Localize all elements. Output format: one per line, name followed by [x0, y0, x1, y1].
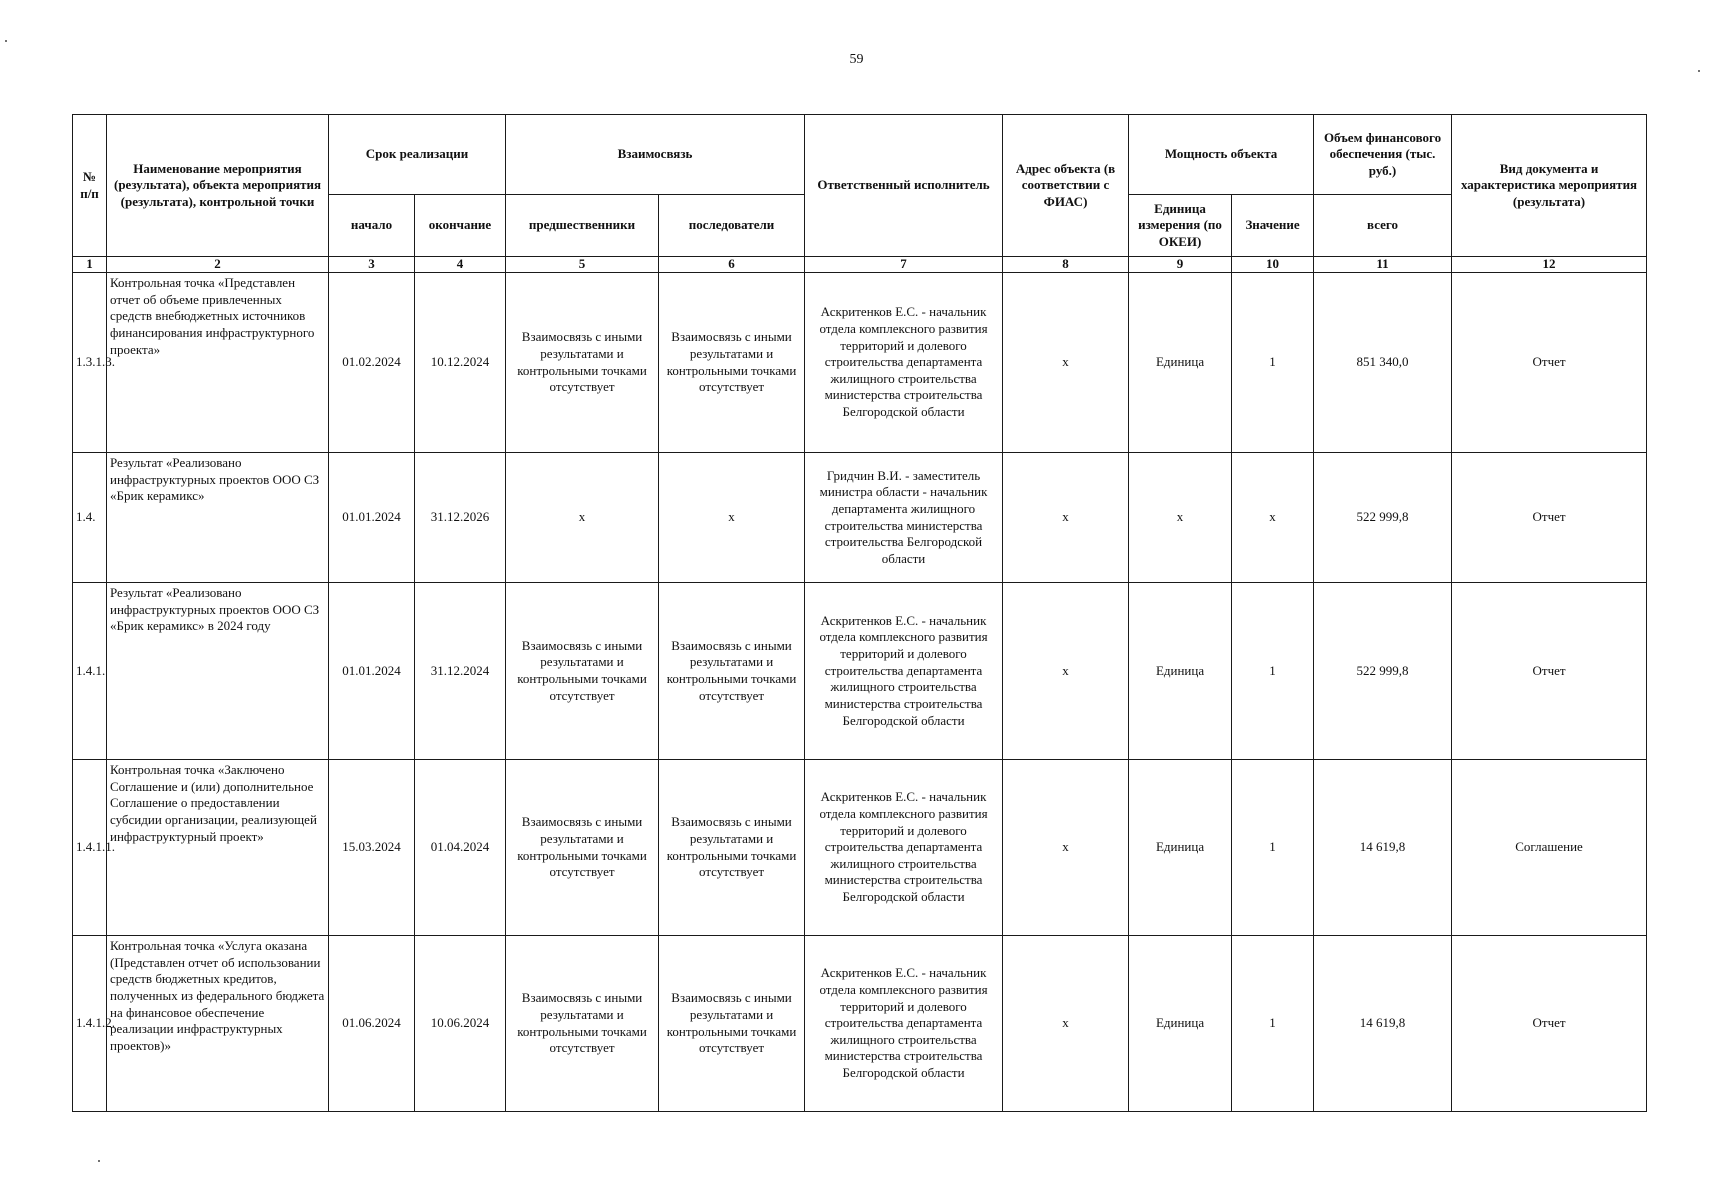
row-name: Контрольная точка «Заключено Соглашение и (или) дополнительное Соглашение о предоставлении субсидии организации, реализующей инфраструктурный проект» — [107, 760, 329, 936]
row-value: х — [1232, 453, 1314, 583]
row-total: 14 619,8 — [1314, 936, 1452, 1112]
row-num: 1.3.1.3. — [73, 273, 107, 453]
row-address: х — [1003, 760, 1129, 936]
row-doc: Отчет — [1452, 936, 1647, 1112]
row-name: Контрольная точка «Представлен отчет об объеме привлеченных средств внебюджетных источников финансирования инфраструктурного проекта» — [107, 273, 329, 453]
column-number: 11 — [1314, 257, 1452, 273]
row-start: 01.02.2024 — [329, 273, 415, 453]
row-start: 01.01.2024 — [329, 583, 415, 760]
row-doc: Отчет — [1452, 273, 1647, 453]
scan-speck — [1698, 70, 1700, 72]
table-row — [73, 760, 1647, 936]
row-doc: Отчет — [1452, 453, 1647, 583]
column-number: 8 — [1003, 257, 1129, 273]
row-pred: Взаимосвязь с иными результатами и контрольными точками отсутствует — [506, 583, 659, 760]
row-num: 1.4.1. — [73, 583, 107, 760]
row-pred: Взаимосвязь с иными результатами и контрольными точками отсутствует — [506, 273, 659, 453]
row-name: Результат «Реализовано инфраструктурных проектов ООО СЗ «Брик керамикс» — [107, 453, 329, 583]
row-name: Контрольная точка «Услуга оказана (Представлен отчет об использовании средств бюджетных кредитов, полученных из федерального бюджета на финансовое обеспечение реализации инфраструктурных проектов)» — [107, 936, 329, 1112]
header-link-succ: последователи — [659, 195, 805, 257]
row-responsible: Аскритенков Е.С. - начальник отдела комплексного развития территорий и долевого строительства департамента жилищного строительства министерства строительства Белгородской области — [805, 936, 1003, 1112]
row-responsible: Гридчин В.И. - заместитель министра области - начальник департамента жилищного строительства министерства строительства Белгородской области — [805, 453, 1003, 583]
row-responsible: Аскритенков Е.С. - начальник отдела комплексного развития территорий и долевого строительства департамента жилищного строительства министерства строительства Белгородской области — [805, 583, 1003, 760]
row-pred: х — [506, 453, 659, 583]
column-number: 6 — [659, 257, 805, 273]
header-term-start: начало — [329, 195, 415, 257]
row-succ: Взаимосвязь с иными результатами и контрольными точками отсутствует — [659, 273, 805, 453]
row-start: 01.06.2024 — [329, 936, 415, 1112]
column-number: 2 — [107, 257, 329, 273]
column-number: 10 — [1232, 257, 1314, 273]
row-start: 01.01.2024 — [329, 453, 415, 583]
header-capacity: Мощность объекта — [1129, 115, 1314, 195]
table-row — [73, 936, 1647, 1112]
header-unit: Единица измерения (по ОКЕИ) — [1129, 195, 1232, 257]
row-address: х — [1003, 583, 1129, 760]
row-total: 522 999,8 — [1314, 453, 1452, 583]
column-number: 12 — [1452, 257, 1647, 273]
header-value: Значение — [1232, 195, 1314, 257]
row-address: х — [1003, 273, 1129, 453]
row-responsible: Аскритенков Е.С. - начальник отдела комплексного развития территорий и долевого строительства департамента жилищного строительства министерства строительства Белгородской области — [805, 760, 1003, 936]
column-number: 5 — [506, 257, 659, 273]
row-end: 10.06.2024 — [415, 936, 506, 1112]
column-number: 9 — [1129, 257, 1232, 273]
row-num: 1.4.1.1. — [73, 760, 107, 936]
row-end: 01.04.2024 — [415, 760, 506, 936]
row-address: х — [1003, 936, 1129, 1112]
header-doc: Вид документа и характеристика мероприятия (результата) — [1452, 115, 1647, 257]
row-unit: Единица — [1129, 273, 1232, 453]
header-link: Взаимосвязь — [506, 115, 805, 195]
scan-speck — [5, 40, 7, 42]
row-total: 522 999,8 — [1314, 583, 1452, 760]
header-name: Наименование мероприятия (результата), объекта мероприятия (результата), контрольной точки — [107, 115, 329, 257]
row-succ: Взаимосвязь с иными результатами и контрольными точками отсутствует — [659, 936, 805, 1112]
row-name: Результат «Реализовано инфраструктурных проектов ООО СЗ «Брик керамикс» в 2024 году — [107, 583, 329, 760]
row-start: 15.03.2024 — [329, 760, 415, 936]
row-unit: х — [1129, 453, 1232, 583]
row-end: 31.12.2024 — [415, 583, 506, 760]
row-unit: Единица — [1129, 936, 1232, 1112]
header-address: Адрес объекта (в соответствии с ФИАС) — [1003, 115, 1129, 257]
row-address: х — [1003, 453, 1129, 583]
header-num: № п/п — [73, 115, 107, 257]
row-doc: Отчет — [1452, 583, 1647, 760]
header-finance-total: всего — [1314, 195, 1452, 257]
header-term: Срок реализации — [329, 115, 506, 195]
row-value: 1 — [1232, 936, 1314, 1112]
row-pred: Взаимосвязь с иными результатами и контрольными точками отсутствует — [506, 760, 659, 936]
row-value: 1 — [1232, 583, 1314, 760]
row-num: 1.4. — [73, 453, 107, 583]
table-row — [73, 583, 1647, 760]
column-number: 7 — [805, 257, 1003, 273]
table-row — [73, 453, 1647, 583]
scan-speck — [98, 1160, 100, 1162]
row-value: 1 — [1232, 760, 1314, 936]
row-end: 31.12.2026 — [415, 453, 506, 583]
row-total: 14 619,8 — [1314, 760, 1452, 936]
column-number: 3 — [329, 257, 415, 273]
row-end: 10.12.2024 — [415, 273, 506, 453]
column-number: 1 — [73, 257, 107, 273]
header-term-end: окончание — [415, 195, 506, 257]
row-total: 851 340,0 — [1314, 273, 1452, 453]
header-finance: Объем финансового обеспечения (тыс. руб.) — [1314, 115, 1452, 195]
row-succ: х — [659, 453, 805, 583]
table-row — [73, 273, 1647, 453]
row-num: 1.4.1.2. — [73, 936, 107, 1112]
page-number: 59 — [849, 52, 864, 67]
row-succ: Взаимосвязь с иными результатами и контрольными точками отсутствует — [659, 583, 805, 760]
row-responsible: Аскритенков Е.С. - начальник отдела комплексного развития территорий и долевого строительства департамента жилищного строительства министерства строительства Белгородской области — [805, 273, 1003, 453]
header-responsible: Ответственный исполнитель — [805, 115, 1003, 257]
row-succ: Взаимосвязь с иными результатами и контрольными точками отсутствует — [659, 760, 805, 936]
row-unit: Единица — [1129, 760, 1232, 936]
row-unit: Единица — [1129, 583, 1232, 760]
header-link-pred: предшественники — [506, 195, 659, 257]
row-value: 1 — [1232, 273, 1314, 453]
column-number: 4 — [415, 257, 506, 273]
row-pred: Взаимосвязь с иными результатами и контрольными точками отсутствует — [506, 936, 659, 1112]
activities-table — [72, 114, 1647, 1112]
row-doc: Соглашение — [1452, 760, 1647, 936]
